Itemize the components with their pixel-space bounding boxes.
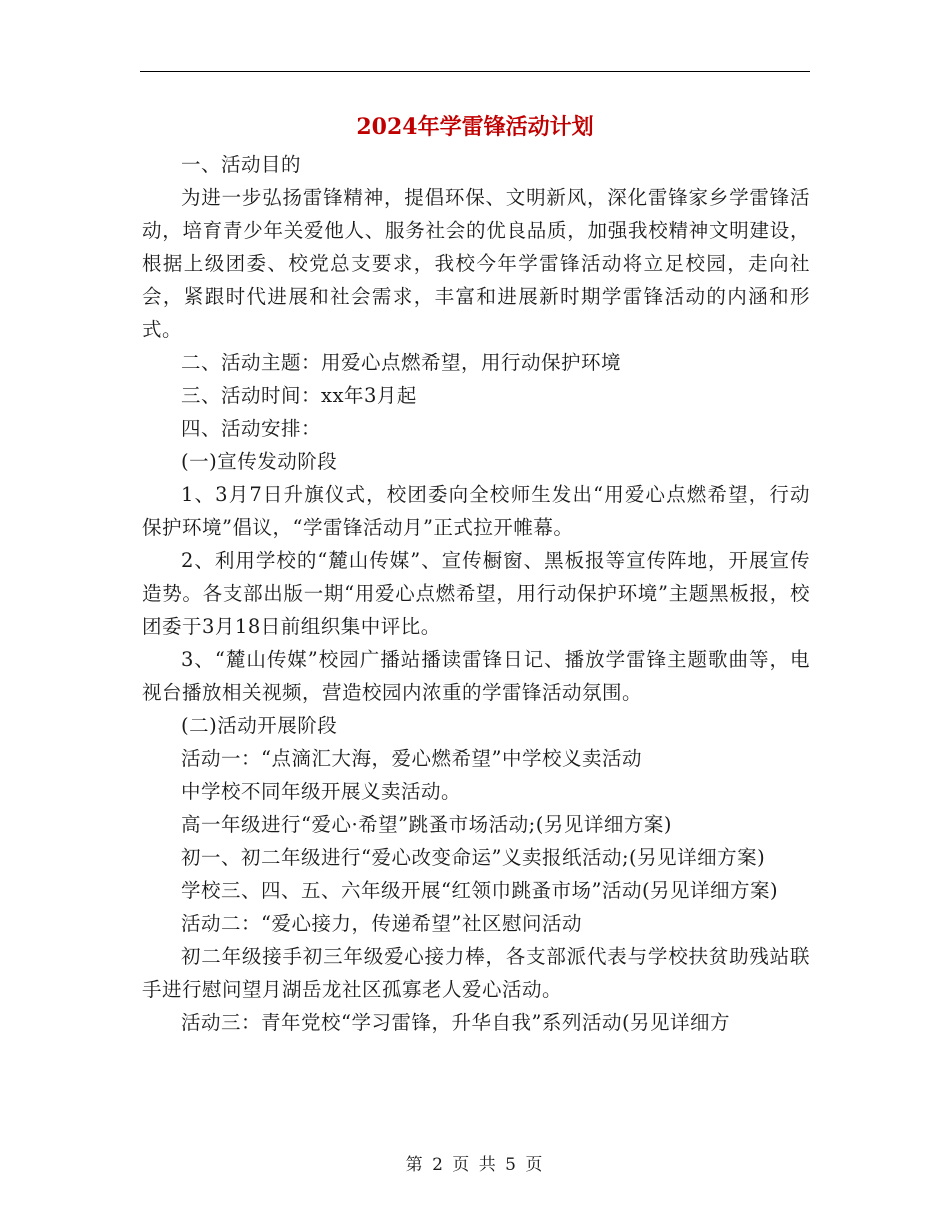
section-heading-theme: 二、活动主题：用爱心点燃希望，用行动保护环境 <box>181 351 622 374</box>
paragraph-activity-1-grade7-8: 初一、初二年级进行“爱心改变命运”义卖报纸活动;(另见详细方案) <box>181 846 766 869</box>
paragraph-promotion-1: 1、3月7日升旗仪式，校团委向全校师生发出“用爱心点燃希望，行动保护环境”倡议，“学雷锋活动月”正式拉开帷幕。 <box>142 483 810 539</box>
paragraph-promotion-2: 2、利用学校的“麓山传媒”、宣传橱窗、黑板报等宣传阵地，开展宣传造势。各支部出版一期“用爱心点燃希望，用行动保护环境”主题黑板报，校团委于3月18日前组织集中评比。 <box>142 549 810 638</box>
paragraph-activity-1-grade10: 高一年级进行“爱心·希望”跳蚤市场活动;(另见详细方案) <box>181 813 672 836</box>
subsection-heading-activities: (二)活动开展阶段 <box>181 714 338 737</box>
paragraph-promotion-3: 3、“麓山传媒”校园广播站播读雷锋日记、播放学雷锋主题歌曲等，电视台播放相关视频，营造校园内浓重的学雷锋活动氛围。 <box>142 648 810 704</box>
section-heading-time: 三、活动时间：xx年3月起 <box>181 384 417 407</box>
paragraph-activity-2-title: 活动二：“爱心接力，传递希望”社区慰问活动 <box>181 912 582 935</box>
paragraph-activity-1-title: 活动一：“点滴汇大海，爱心燃希望”中学校义卖活动 <box>181 747 642 770</box>
paragraph-activity-3-title: 活动三：青年党校“学习雷锋，升华自我”系列活动(另见详细方 <box>181 1011 731 1034</box>
paragraph-activity-1-primary: 学校三、四、五、六年级开展“红领巾跳蚤市场”活动(另见详细方案) <box>181 879 779 902</box>
paragraph-activity-2-body: 初二年级接手初三年级爱心接力棒，各支部派代表与学校扶贫助残站联手进行慰问望月湖岳龙社区孤寡老人爱心活动。 <box>142 945 810 1001</box>
document-title: 2024年学雷锋活动计划 <box>356 114 594 140</box>
header-rule <box>140 71 810 72</box>
paragraph-purpose: 为进一步弘扬雷锋精神，提倡环保、文明新风，深化雷锋家乡学雷锋活动，培育青少年关爱他人、服务社会的优良品质，加强我校精神文明建设，根据上级团委、校党总支要求，我校今年学雷锋活动将立足校园，走向社会，紧跟时代进展和社会需求，丰富和进展新时期学雷锋活动的内涵和形式。 <box>142 186 810 341</box>
section-heading-arrangement: 四、活动安排： <box>181 417 322 440</box>
subsection-heading-promotion: (一)宣传发动阶段 <box>181 450 338 473</box>
paragraph-activity-1-intro: 中学校不同年级开展义卖活动。 <box>181 780 462 803</box>
document-body <box>142 148 810 1039</box>
section-heading-purpose: 一、活动目的 <box>181 153 302 176</box>
page-number: 第 2 页 共 5 页 <box>405 1155 545 1175</box>
